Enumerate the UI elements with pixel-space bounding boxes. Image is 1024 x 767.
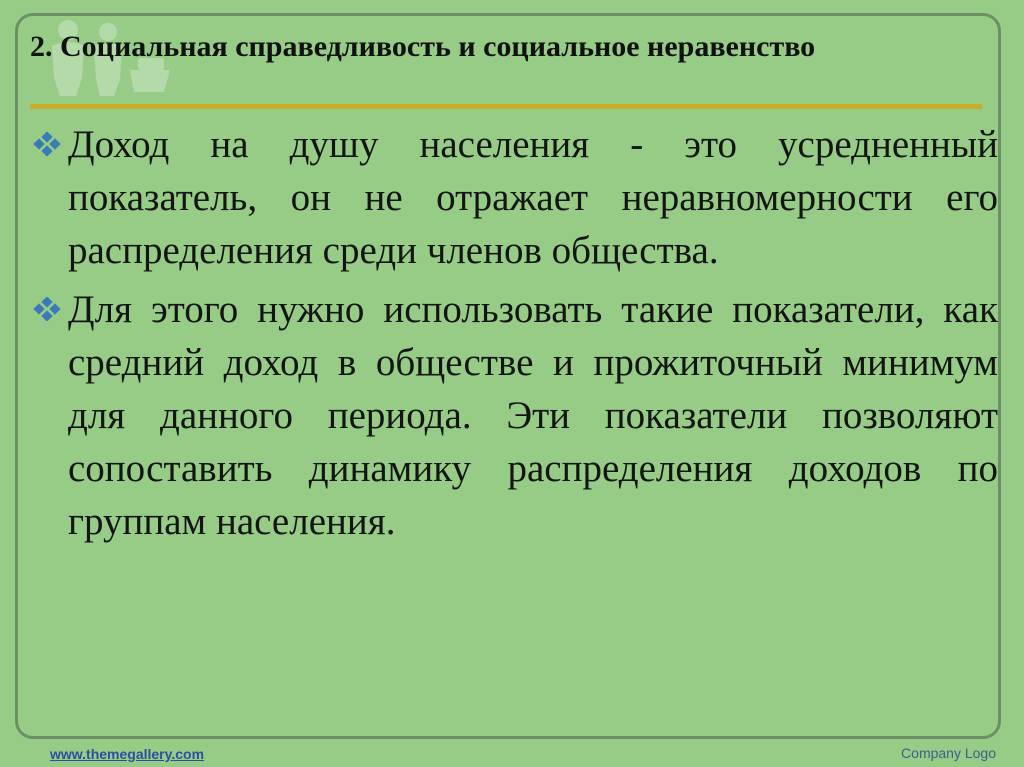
company-logo-text: Company Logo xyxy=(901,745,996,761)
bullet-item xyxy=(30,118,998,277)
title-underline xyxy=(30,104,982,109)
footer-website-link[interactable]: www.themegallery.com xyxy=(50,746,205,762)
bullet-text: Для этого нужно использовать такие показатели, как средний доход в обществе и прожиточный минимум для данного периода. Эти показатели позволяют сопоставить динамику распределения доходов по группам населения. xyxy=(68,288,998,543)
diamond-four-dots-icon xyxy=(32,132,62,156)
bullet-item xyxy=(30,283,998,548)
slide-title: 2. Социальная справедливость и социальное неравенство xyxy=(30,30,816,63)
slide-content xyxy=(30,118,998,554)
bullet-text: Доход на душу населения - это усредненный показатель, он не отражает неравномерности его распределения среди членов общества. xyxy=(68,123,998,272)
diamond-four-dots-icon xyxy=(32,297,62,321)
